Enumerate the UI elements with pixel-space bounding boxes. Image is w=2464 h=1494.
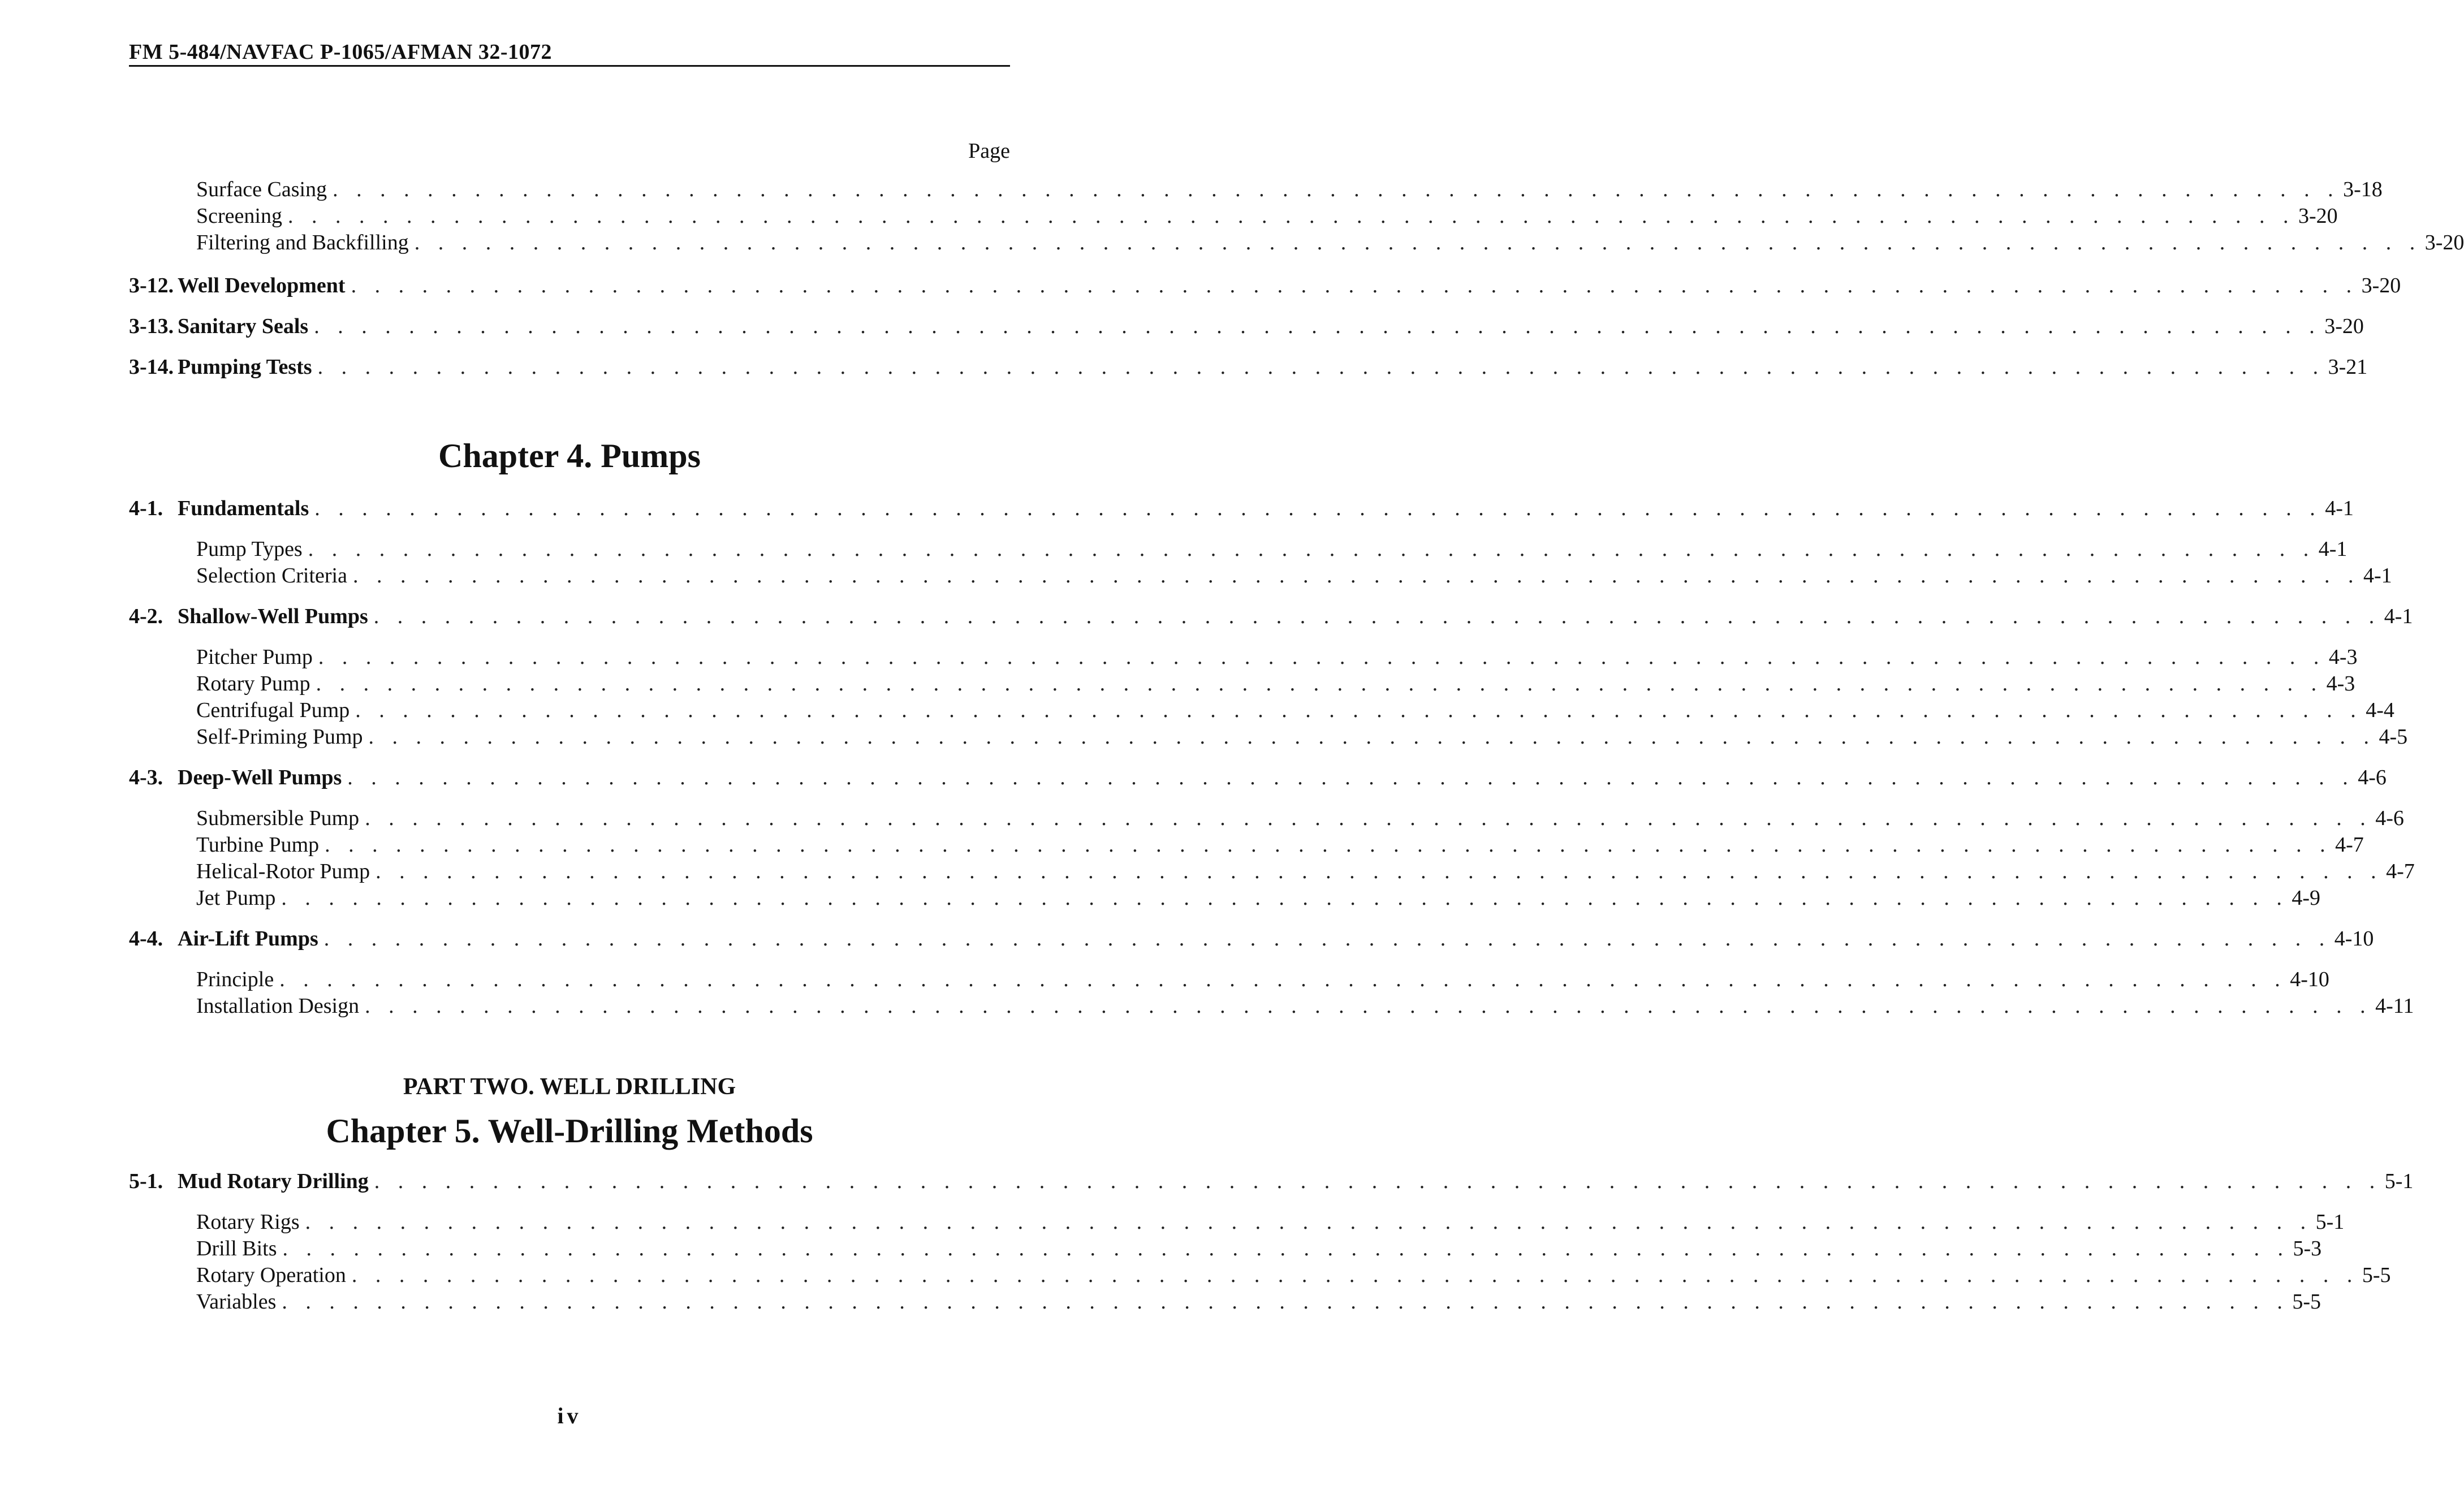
toc-entry[interactable] <box>196 966 2329 992</box>
toc-entry-page: 4-3 <box>2326 672 2355 696</box>
toc-section-page: 3-20 <box>2361 274 2401 297</box>
toc-entry-page: 5-5 <box>2362 1263 2391 1287</box>
toc-section-page: 3-21 <box>2328 355 2368 379</box>
dot-leader: . . . . . . . . . . . . . . . . . . . . . . . . . . . . . . . . . . . . . . . . . . . . . . . . . . . . . . . . . . . . . . . . . . . . . . . . . . . . . . . . . . . . . <box>282 1290 2289 1314</box>
toc-entry[interactable] <box>196 563 2392 589</box>
toc-entry-page: 4-6 <box>2375 806 2404 830</box>
toc-section-title: Deep-Well Pumps <box>178 766 342 789</box>
toc-entry-title: Pitcher Pump <box>196 645 313 669</box>
toc-section-number: 3-12. <box>129 274 174 297</box>
toc-entry-page: 3-18 <box>2343 178 2383 201</box>
dot-leader: . . . . . . . . . . . . . . . . . . . . . . . . . . . . . . . . . . . . . . . . . . . . . . . . . . . . . . . . . . . . . . . . . . . . . . . . . . . . . . . . . . . . . <box>282 1237 2290 1260</box>
toc-entry-title: Surface Casing <box>196 178 327 201</box>
toc-entry-page: 4-10 <box>2290 968 2329 991</box>
dot-leader: . . . . . . . . . . . . . . . . . . . . . . . . . . . . . . . . . . . . . . . . . . . . . . . . . . . . . . . . . . . . . . . . . . . . . . . . . . . . . . . . . . . . . <box>347 766 2355 789</box>
toc-entry-title: Self-Priming Pump <box>196 725 363 749</box>
toc-section-number: 3-14. <box>129 355 174 379</box>
toc-section-number: 5-1. <box>129 1169 163 1193</box>
toc-entry[interactable] <box>196 1262 2391 1288</box>
page-column-label: Page <box>968 139 1010 163</box>
toc-entry-title: Rotary Pump <box>196 672 310 696</box>
dot-leader: . . . . . . . . . . . . . . . . . . . . . . . . . . . . . . . . . . . . . . . . . . . . . . . . . . . . . . . . . . . . . . . . . . . . . . . . . . . . . . . . . . . . . <box>314 496 2322 520</box>
toc-section-3-13[interactable] <box>129 313 2364 339</box>
dot-leader: . . . . . . . . . . . . . . . . . . . . . . . . . . . . . . . . . . . . . . . . . . . . . . . . . . . . . . . . . . . . . . . . . . . . . . . . . . . . . . . . . . . . . <box>318 645 2325 669</box>
dot-leader: . . . . . . . . . . . . . . . . . . . . . . . . . . . . . . . . . . . . . . . . . . . . . . . . . . . . . . . . . . . . . . . . . . . . . . . . . . . . . . . . . . . . . <box>368 725 2376 749</box>
toc-entry-title: Filtering and Backfilling <box>196 231 409 254</box>
chapter-5-heading: Chapter 5. Well-Drilling Methods <box>326 1112 813 1150</box>
dot-leader: . . . . . . . . . . . . . . . . . . . . . . . . . . . . . . . . . . . . . . . . . . . . . . . . . . . . . . . . . . . . . . . . . . . . . . . . . . . . . . . . . . . . . <box>325 833 2332 857</box>
toc-entry-title: Jet Pump <box>196 886 276 910</box>
toc-entry[interactable] <box>196 832 2364 858</box>
dot-leader: . . . . . . . . . . . . . . . . . . . . . . . . . . . . . . . . . . . . . . . . . . . . . . . . . . . . . . . . . . . . . . . . . . . . . . . . . . . . . . . . . . . . . <box>365 806 2372 830</box>
toc-entry-title: Installation Design <box>196 994 360 1018</box>
toc-entry[interactable] <box>196 230 2464 256</box>
dot-leader: . . . . . . . . . . . . . . . . . . . . . . . . . . . . . . . . . . . . . . . . . . . . . . . . . . . . . . . . . . . . . . . . . . . . . . . . . . . . . . . . . . . . . <box>355 698 2363 722</box>
toc-entry[interactable] <box>196 671 2355 697</box>
dot-leader: . . . . . . . . . . . . . . . . . . . . . . . . . . . . . . . . . . . . . . . . . . . . . . . . . . . . . . . . . . . . . . . . . . . . . . . . . . . . . . . . . . . . . <box>281 886 2289 910</box>
toc-entry[interactable] <box>196 1236 2322 1262</box>
toc-entry-page: 4-4 <box>2366 698 2394 722</box>
toc-section-number: 4-2. <box>129 604 163 628</box>
toc-entry-title: Screening <box>196 204 282 228</box>
running-header <box>129 37 1010 67</box>
toc-entry-page: 4-11 <box>2375 994 2414 1018</box>
dot-leader: . . . . . . . . . . . . . . . . . . . . . . . . . . . . . . . . . . . . . . . . . . . . . . . . . . . . . . . . . . . . . . . . . . . . . . . . . . . . . . . . . . . . . <box>316 672 2323 696</box>
toc-entry[interactable] <box>196 203 2338 229</box>
toc-entry-page: 3-20 <box>2424 231 2464 254</box>
dot-leader: . . . . . . . . . . . . . . . . . . . . . . . . . . . . . . . . . . . . . . . . . . . . . . . . . . . . . . . . . . . . . . . . . . . . . . . . . . . . . . . . . . . . . <box>323 927 2331 951</box>
toc-entry-title: Rotary Operation <box>196 1263 346 1287</box>
toc-entry-title: Selection Criteria <box>196 564 347 588</box>
toc-entry-title: Rotary Rigs <box>196 1210 300 1234</box>
toc-section-4-2[interactable] <box>129 603 2413 629</box>
toc-entry-title: Centrifugal Pump <box>196 698 350 722</box>
toc-section-title: Fundamentals <box>178 496 309 520</box>
dot-leader: . . . . . . . . . . . . . . . . . . . . . . . . . . . . . . . . . . . . . . . . . . . . . . . . . . . . . . . . . . . . . . . . . . . . . . . . . . . . . . . . . . . . . <box>373 604 2381 628</box>
dot-leader: . . . . . . . . . . . . . . . . . . . . . . . . . . . . . . . . . . . . . . . . . . . . . . . . . . . . . . . . . . . . . . . . . . . . . . . . . . . . . . . . . . . . . <box>374 1169 2381 1193</box>
toc-section-page: 5-1 <box>2384 1169 2414 1193</box>
dot-leader: . . . . . . . . . . . . . . . . . . . . . . . . . . . . . . . . . . . . . . . . . . . . . . . . . . . . . . . . . . . . . . . . . . . . . . . . . . . . . . . . . . . . . <box>365 994 2372 1018</box>
toc-entry[interactable] <box>196 697 2394 723</box>
toc-entry-page: 5-3 <box>2293 1237 2322 1260</box>
toc-section-number: 4-1. <box>129 496 163 520</box>
toc-section-page: 4-1 <box>2325 496 2354 520</box>
page-number: iv <box>557 1403 582 1428</box>
toc-section-page: 4-1 <box>2384 604 2413 628</box>
toc-entry-title: Variables <box>196 1290 277 1314</box>
toc-entry-page: 4-3 <box>2328 645 2358 669</box>
toc-section-page: 3-20 <box>2324 314 2364 338</box>
toc-section-title: Sanitary Seals <box>178 314 309 338</box>
dot-leader: . . . . . . . . . . . . . . . . . . . . . . . . . . . . . . . . . . . . . . . . . . . . . . . . . . . . . . . . . . . . . . . . . . . . . . . . . . . . . . . . . . . . . <box>414 231 2422 254</box>
dot-leader: . . . . . . . . . . . . . . . . . . . . . . . . . . . . . . . . . . . . . . . . . . . . . . . . . . . . . . . . . . . . . . . . . . . . . . . . . . . . . . . . . . . . . <box>376 860 2383 883</box>
part-two-heading: PART TWO. WELL DRILLING <box>403 1074 736 1100</box>
toc-entry[interactable] <box>196 858 2415 884</box>
toc-entry-page: 4-7 <box>2335 833 2364 857</box>
toc-entry-title: Principle <box>196 968 274 991</box>
toc-entry-page: 3-20 <box>2298 204 2338 228</box>
toc-section-5-1[interactable] <box>129 1168 2414 1194</box>
toc-section-number: 4-3. <box>129 766 163 789</box>
toc-section-title: Pumping Tests <box>178 355 312 379</box>
dot-leader: . . . . . . . . . . . . . . . . . . . . . . . . . . . . . . . . . . . . . . . . . . . . . . . . . . . . . . . . . . . . . . . . . . . . . . . . . . . . . . . . . . . . . <box>351 274 2358 297</box>
dot-leader: . . . . . . . . . . . . . . . . . . . . . . . . . . . . . . . . . . . . . . . . . . . . . . . . . . . . . . . . . . . . . . . . . . . . . . . . . . . . . . . . . . . . . <box>287 204 2295 228</box>
toc-section-number: 3-13. <box>129 314 174 338</box>
toc-entry[interactable] <box>196 724 2408 750</box>
toc-entry[interactable] <box>196 885 2321 911</box>
toc-section-4-3[interactable] <box>129 765 2387 791</box>
toc-section-title: Well Development <box>178 274 346 297</box>
dot-leader: . . . . . . . . . . . . . . . . . . . . . . . . . . . . . . . . . . . . . . . . . . . . . . . . . . . . . . . . . . . . . . . . . . . . . . . . . . . . . . . . . . . . . <box>351 1263 2359 1287</box>
toc-entry-page: 4-9 <box>2292 886 2321 910</box>
toc-entry[interactable] <box>196 1289 2321 1315</box>
dot-leader: . . . . . . . . . . . . . . . . . . . . . . . . . . . . . . . . . . . . . . . . . . . . . . . . . . . . . . . . . . . . . . . . . . . . . . . . . . . . . . . . . . . . . <box>333 178 2340 201</box>
dot-leader: . . . . . . . . . . . . . . . . . . . . . . . . . . . . . . . . . . . . . . . . . . . . . . . . . . . . . . . . . . . . . . . . . . . . . . . . . . . . . . . . . . . . . <box>317 355 2325 379</box>
chapter-4-heading: Chapter 4. Pumps <box>438 437 701 474</box>
toc-entry-page: 5-1 <box>2315 1210 2345 1234</box>
toc-entry-page: 4-5 <box>2379 725 2408 749</box>
toc-entry-title: Drill Bits <box>196 1237 277 1260</box>
toc-section-page: 4-10 <box>2334 927 2374 951</box>
toc-section-3-12[interactable] <box>129 273 2401 299</box>
toc-entry-title: Submersible Pump <box>196 806 360 830</box>
toc-entry-title: Pump Types <box>196 537 303 561</box>
dot-leader: . . . . . . . . . . . . . . . . . . . . . . . . . . . . . . . . . . . . . . . . . . . . . . . . . . . . . . . . . . . . . . . . . . . . . . . . . . . . . . . . . . . . . <box>279 968 2287 991</box>
toc-entry-page: 4-7 <box>2386 860 2415 883</box>
toc-entry-title: Turbine Pump <box>196 833 320 857</box>
toc-entry[interactable] <box>196 536 2348 562</box>
dot-leader: . . . . . . . . . . . . . . . . . . . . . . . . . . . . . . . . . . . . . . . . . . . . . . . . . . . . . . . . . . . . . . . . . . . . . . . . . . . . . . . . . . . . . <box>305 1210 2312 1234</box>
toc-section-title: Mud Rotary Drilling <box>178 1169 369 1193</box>
toc-entry[interactable] <box>196 993 2414 1019</box>
toc-entry[interactable] <box>196 176 2383 202</box>
toc-section-page: 4-6 <box>2358 766 2387 789</box>
toc-section-3-14[interactable] <box>129 354 2368 380</box>
document-id: FM 5-484/NAVFAC P-1065/AFMAN 32-1072 <box>129 40 552 64</box>
toc-section-title: Air-Lift Pumps <box>178 927 318 951</box>
toc-entry-page: 4-1 <box>2318 537 2348 561</box>
toc-section-4-4[interactable] <box>129 926 2374 952</box>
toc-entry-page: 4-1 <box>2363 564 2392 588</box>
toc-section-number: 4-4. <box>129 927 163 951</box>
dot-leader: . . . . . . . . . . . . . . . . . . . . . . . . . . . . . . . . . . . . . . . . . . . . . . . . . . . . . . . . . . . . . . . . . . . . . . . . . . . . . . . . . . . . . <box>308 537 2315 561</box>
toc-section-title: Shallow-Well Pumps <box>178 604 368 628</box>
toc-entry-title: Helical-Rotor Pump <box>196 860 370 883</box>
toc-entry-page: 5-5 <box>2292 1290 2321 1314</box>
toc-section-4-1[interactable] <box>129 495 2354 521</box>
toc-entry[interactable] <box>196 644 2358 670</box>
toc-entry[interactable] <box>196 1209 2345 1235</box>
dot-leader: . . . . . . . . . . . . . . . . . . . . . . . . . . . . . . . . . . . . . . . . . . . . . . . . . . . . . . . . . . . . . . . . . . . . . . . . . . . . . . . . . . . . . <box>352 564 2360 588</box>
dot-leader: . . . . . . . . . . . . . . . . . . . . . . . . . . . . . . . . . . . . . . . . . . . . . . . . . . . . . . . . . . . . . . . . . . . . . . . . . . . . . . . . . . . . . <box>314 314 2321 338</box>
toc-entry[interactable] <box>196 805 2404 831</box>
